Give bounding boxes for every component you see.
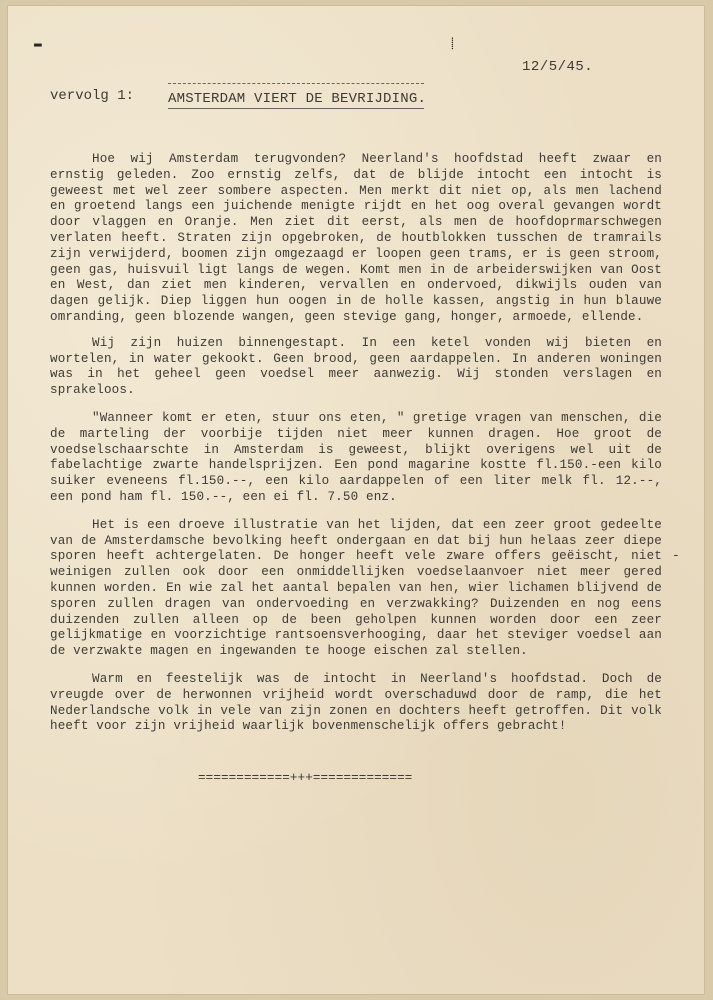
document-date: 12/5/45. (522, 59, 594, 75)
ink-mark-top: ⸽ (451, 39, 454, 51)
paragraph-5: Warm en feestelijk was de intocht in Neerland's hoofdstad. Doch de vreugde over de herwonnen vrijheid wordt overschaduwd door de ramp, die het Nederlandsche volk in vele van zijn zonen en dochters heeft getroffen. Dit volk heeft voor zijn vrijheid waarlijk bovenmenschelijk offers gebracht! (50, 671, 662, 734)
paragraph-4: Het is een droeve illustratie van het lijden, dat een zeer groot gedeelte van de Amsterdamsche bevolking heeft ondergaan en dat bij hun helaas zeer diepe sporen heeft achtergelaten. De honger heeft vele zware offers geëischt, niet weinigen zullen ook door een onmiddellijken voedselaanvoer niet meer gered kunnen worden. En wie zal het aantal bepalen van hen, wier lichamen blijvend de sporen zullen dragen van ondervoeding en verzwakking? Duizenden en nog eens duizenden zullen alleen op de been geholpen kunnen worden door een zeer gelijkmatige en voorzichtige rantsoensverhooging, daar het steviger voedsel aan de verzwakte magen en ingewanden te hooge eischen zal stellen. (50, 517, 662, 659)
margin-dash-mark: - (672, 548, 680, 563)
title-block (168, 83, 427, 109)
continuation-label: vervolg 1: (50, 88, 135, 104)
document-title: AMSTERDAM VIERT DE BEVRIJDING. (168, 91, 427, 107)
title-top-rule (168, 83, 424, 84)
document-body (50, 152, 662, 745)
closing-divider: ============+++============= (198, 771, 413, 785)
paragraph-1: Hoe wij Amsterdam terugvonden? Neerland's hoofdstad heeft zwaar en ernstig geleden. Zoo ernstig zelfs, dat de blijde intocht een intocht is geweest met wel zeer sombere aspecten. Men merkt dit niet op, als men lachend en groetend langs een juichende menigte rijdt en het oog overal gevangen wordt door vlaggen en Oranje. Men ziet dit eerst, als men de hoofdoprmarschwegen verlaten heeft. Straten zijn opgebroken, de houtblokken tusschen de tramrails zijn verwijderd, boomen zijn omgezaagd er loopen geen trams, er is geen stroom, geen gas, huisvuil ligt langs de wegen. Komt men in de arbeiderswijken van Oost en West, dan ziet men kinderen, vervallen en ondervoed, dikwijls ouden van dagen gelijk. Diep liggen hun oogen in de holle kassen, angstig in hun blauwe omranding, geen blozende wangen, geen stevige gang, honger, armoede, ellende. (50, 152, 662, 324)
ink-mark-left: ▬ (34, 36, 42, 51)
paragraph-2: Wij zijn huizen binnengestapt. In een ketel vonden wij bieten en wortelen, in water gekookt. Geen brood, geen aardappelen. In anderen woningen was in het geheel geen voedsel meer aanwezig. Wij stonden verslagen en sprakeloos. (50, 335, 662, 398)
document-page (8, 6, 704, 994)
paragraph-3: "Wanneer komt er eten, stuur ons eten, " gretige vragen van menschen, die de marteling der voorbije tijden niet meer kunnen dragen. Hoe groot de voedselschaarschte in Amsterdam is geweest, blijkt overigens wel uit de fabelachtige zwarte handelsprijzen. Een pond magarine kostte fl.150.-een kilo suiker eveneens fl.150.--, een kilo aardappelen of een liter melk fl. 12.--, een pond ham fl. 150.--, een ei fl. 7.50 enz. (50, 410, 662, 504)
